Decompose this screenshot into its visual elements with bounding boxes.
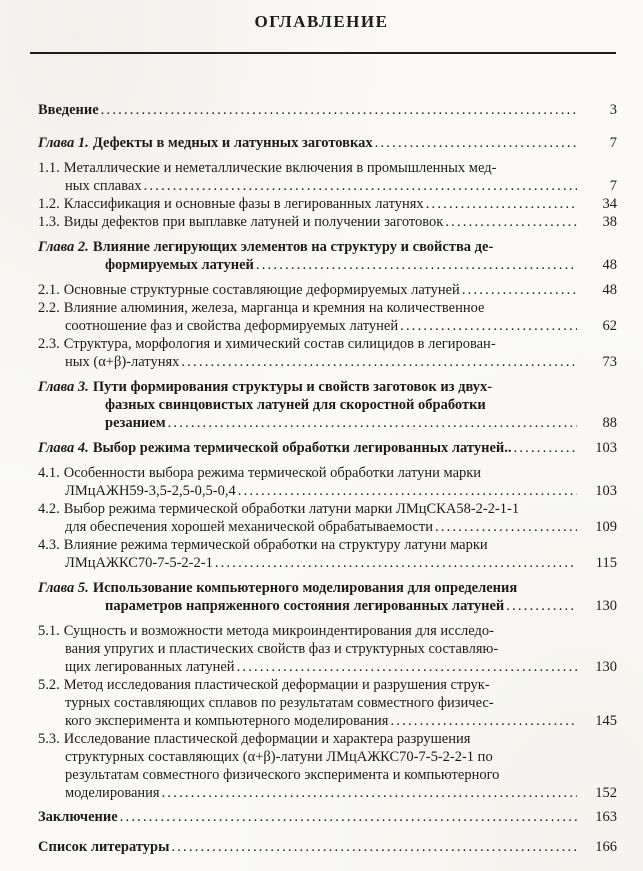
toc-entry-line [65, 353, 617, 371]
toc-entry-line [38, 101, 617, 119]
toc-entry-line [38, 335, 617, 353]
toc-entry-number: 1.1. [38, 160, 60, 176]
dot-leader [388, 712, 577, 730]
toc-entry-page: 163 [595, 809, 617, 825]
dot-leader [398, 317, 577, 335]
toc-entry-title: Металлические и неметаллические включения в промышленных мед- [63, 160, 497, 176]
toc-entry-title: моделирования [65, 785, 160, 801]
toc-entry-page: 48 [602, 282, 617, 298]
toc-entry-line [38, 195, 617, 213]
dot-leader [504, 597, 577, 615]
toc-entry-line [65, 518, 617, 536]
toc-entry-number: 2.1. [38, 282, 60, 298]
toc-entry [38, 730, 617, 802]
toc-entry-line [65, 640, 617, 658]
page-title: ОГЛАВЛЕНИЕ [254, 12, 389, 31]
toc-entry-title: резанием [105, 415, 166, 431]
dot-leader [460, 281, 577, 299]
toc-entry-number: Глава 5. [38, 580, 89, 596]
toc-entry-number: Глава 2. [38, 239, 89, 255]
toc-entry-line [65, 766, 617, 784]
toc-entry-title: Выбор режима термической обработки латуни марки ЛМцСКА58-2-2-1-1 [63, 501, 520, 517]
toc-entry-page: 115 [595, 555, 617, 571]
dot-leader [512, 439, 578, 457]
toc-entry-line [65, 177, 617, 195]
toc-entry-line [38, 500, 617, 518]
toc-entry-page: 103 [595, 483, 617, 499]
toc-entry-number: 5.1. [38, 623, 60, 639]
toc-entry-line [65, 554, 617, 572]
dot-leader [433, 518, 577, 536]
toc-entry-line [105, 256, 617, 274]
toc-entry [38, 195, 617, 213]
dot-leader [254, 256, 577, 274]
toc-entry-line [38, 536, 617, 554]
toc-entry-title: Выбор режима термической обработки легированных латуней.. [92, 440, 512, 456]
toc-entry-line [38, 213, 617, 231]
toc-entry [38, 335, 617, 371]
toc-entry [38, 622, 617, 676]
toc-entry-line [38, 622, 617, 640]
toc-entry-number: 2.3. [38, 336, 60, 352]
toc-entry-page: 103 [595, 440, 617, 456]
toc-entry-title: Основные структурные составляющие деформируемых латуней [63, 282, 460, 298]
toc-entry-page: 34 [602, 196, 617, 212]
toc-entry-title: ных (α+β)-латунях [65, 354, 180, 370]
toc-entry-title: Влияние алюминия, железа, марганца и кремния на количественное [63, 300, 485, 316]
header-rule [30, 52, 616, 54]
toc-entry-title: Пути формирования структуры и свойств заготовок из двух- [92, 379, 493, 395]
toc-entry-line [38, 838, 617, 856]
toc-entry-chapter [38, 439, 617, 457]
toc-entry-page: 166 [595, 839, 617, 855]
toc-entry [38, 500, 617, 536]
toc-entry-title: ЛМцАЖН59-3,5-2,5-0,5-0,4 [65, 483, 236, 499]
toc-entry-number: Глава 3. [38, 379, 89, 395]
toc-entry-number: 4.1. [38, 465, 60, 481]
toc-entry-number: 4.2. [38, 501, 60, 517]
toc-entry [38, 676, 617, 730]
dot-leader [160, 784, 577, 802]
toc-entry-number: Глава 4. [38, 440, 89, 456]
toc-entry-title: ЛМцАЖКС70-7-5-2-2-1 [65, 555, 213, 571]
toc-entry-line [105, 597, 617, 615]
toc-entry-line [65, 712, 617, 730]
dot-leader [424, 195, 577, 213]
toc-entry-title: параметров напряженного состояния легированных латуней [105, 598, 505, 614]
toc-entry-page: 7 [609, 178, 617, 194]
toc-entry-title: Особенности выбора режима термической обработки латуни марки [63, 465, 482, 481]
toc-entry-title: Список литературы [38, 839, 170, 855]
dot-leader [443, 213, 577, 231]
toc-entry-chapter [38, 378, 617, 432]
toc-entry [38, 299, 617, 335]
dot-leader [213, 554, 577, 572]
dot-leader [179, 353, 577, 371]
toc-entry-title: Виды дефектов при выплавке латуней и получении заготовок [63, 214, 444, 230]
toc-entry-page: 130 [595, 659, 617, 675]
toc-entry-title: вания упругих и пластических свойств фаз и структурных составляю- [65, 641, 499, 657]
toc-entry-line [38, 808, 617, 826]
toc-entry-number: Глава 1. [38, 135, 89, 151]
toc-entry-line [38, 730, 617, 748]
toc-entry-line [38, 579, 617, 597]
toc-entry-chapter [38, 579, 617, 615]
toc-entry [38, 464, 617, 500]
toc-entry-title: Влияние легирующих элементов на структуру и свойства де- [92, 239, 494, 255]
toc-entry [38, 838, 617, 856]
toc-entry-title: Сущность и возможности метода микроиндентирования для исследо- [63, 623, 494, 639]
toc-entry-line [38, 281, 617, 299]
toc-entry-title: Классификация и основные фазы в легированных латунях [63, 196, 424, 212]
toc-entry [38, 808, 617, 826]
toc-list [38, 101, 617, 856]
toc-entry-page: 73 [602, 354, 617, 370]
toc-entry-title: Использование компьютерного моделирования для определения [92, 580, 518, 596]
toc-entry-title: результатам совместного физического эксперимента и компьютерного [65, 767, 500, 783]
toc-entry-title: фазных свинцовистых латуней для скоростной обработки [105, 397, 486, 413]
toc-entry-page: 48 [602, 257, 617, 273]
toc-entry-page: 7 [609, 135, 617, 151]
toc-entry-title: Метод исследования пластической деформации и разрушения струк- [63, 677, 490, 693]
dot-leader [169, 838, 577, 856]
dot-leader [236, 482, 577, 500]
toc-entry-chapter [38, 238, 617, 274]
toc-entry-line [38, 159, 617, 177]
toc-entry-number: 5.3. [38, 731, 60, 747]
toc-entry-title: щих легированных латуней [65, 659, 235, 675]
toc-entry-line [38, 134, 617, 152]
toc-entry-title: Влияние режима термической обработки на структуру латуни марки [63, 537, 488, 553]
toc-entry-line [38, 238, 617, 256]
toc-entry-line [105, 414, 617, 432]
toc-entry-page: 109 [595, 519, 617, 535]
toc-entry [38, 101, 617, 119]
toc-entry-title: Введение [38, 102, 99, 118]
toc-entry [38, 213, 617, 231]
toc-entry-number: 5.2. [38, 677, 60, 693]
dot-leader [118, 808, 577, 826]
toc-entry-title: турных составляющих сплавов по результатам совместного физичес- [65, 695, 494, 711]
dot-leader [142, 177, 577, 195]
toc-entry-line [38, 299, 617, 317]
toc-entry-title: структурных составляющих (α+β)-латуни ЛМцАЖКС70-7-5-2-2-1 по [65, 749, 493, 765]
toc-entry-title: Заключение [38, 809, 118, 825]
toc-entry-page: 3 [609, 102, 617, 118]
dot-leader [235, 658, 577, 676]
toc-entry [38, 281, 617, 299]
toc-entry-title: ных сплавах [65, 178, 142, 194]
toc-entry-line [38, 464, 617, 482]
toc-entry-line [38, 676, 617, 694]
toc-entry-line [38, 439, 617, 457]
toc-entry-title: Дефекты в медных и латунных заготовках [92, 135, 373, 151]
toc-entry-number: 1.2. [38, 196, 60, 212]
toc-entry-line [65, 658, 617, 676]
dot-leader [99, 101, 577, 119]
toc-entry-title: кого эксперимента и компьютерного моделирования [65, 713, 389, 729]
toc-entry [38, 159, 617, 195]
toc-entry-line [65, 694, 617, 712]
toc-entry-title: для обеспечения хорошей механической обрабатываемости [65, 519, 433, 535]
toc-entry-title: соотношение фаз и свойства деформируемых латуней [65, 318, 399, 334]
toc-entry-title: Структура, морфология и химический состав силицидов в легирован- [63, 336, 496, 352]
toc-entry-line [65, 784, 617, 802]
toc-entry-title: Исследование пластической деформации и характера разрушения [63, 731, 471, 747]
toc-entry-chapter [38, 134, 617, 152]
toc-entry-line [65, 317, 617, 335]
dot-leader [373, 134, 577, 152]
toc-entry-line [65, 482, 617, 500]
toc-entry-title: формируемых латуней [105, 257, 254, 273]
toc-entry-page: 38 [602, 214, 617, 230]
toc-entry [38, 536, 617, 572]
toc-entry-page: 145 [595, 713, 617, 729]
toc-entry-page: 62 [602, 318, 617, 334]
toc-entry-page: 88 [602, 415, 617, 431]
toc-entry-number: 4.3. [38, 537, 60, 553]
toc-entry-line [65, 748, 617, 766]
toc-entry-number: 2.2. [38, 300, 60, 316]
dot-leader [166, 414, 577, 432]
toc-entry-line [38, 378, 617, 396]
toc-entry-page: 152 [595, 785, 617, 801]
toc-entry-page: 130 [595, 598, 617, 614]
toc-entry-number: 1.3. [38, 214, 60, 230]
toc-entry-line [105, 396, 617, 414]
